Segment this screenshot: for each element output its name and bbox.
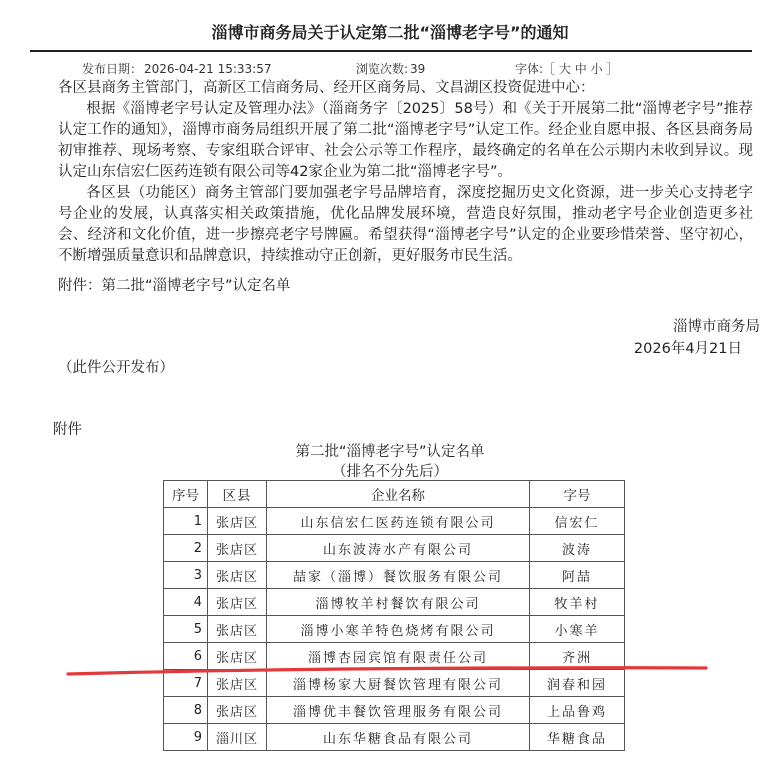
font-size-control: [515, 60, 618, 77]
row-district: 淄川区: [208, 724, 267, 751]
publish-date: [82, 60, 271, 77]
paragraph-2: 各区县（功能区）商务主管部门要加强老字号品牌培育，深度挖掘历史文化资源，进一步关心支持老字号企业的发展，认真落实相关政策措施，优化品牌发展环境，营造良好氛围，推动老字号企业创造更多社会、经济和文化价值，进一步擦亮老字号牌匾。希望获得“淄博老字号”认定的企业要珍惜荣誉、坚守初心，不断增强质量意识和品牌意识，持续推动守正创新，更好服务市民生活。: [58, 185, 753, 264]
font-size-label: 字体:［: [515, 62, 556, 76]
header-district: 区县: [208, 481, 267, 508]
table-row: [164, 616, 625, 643]
public-note: （此件公开发布）: [58, 360, 174, 376]
row-district: 张店区: [208, 535, 267, 562]
font-large-link[interactable]: 大: [558, 62, 571, 76]
row-district: 张店区: [208, 589, 267, 616]
table-row: [164, 670, 625, 697]
font-size-close: ］: [606, 62, 619, 76]
row-district: 张店区: [208, 562, 267, 589]
row-brand: 华糖食品: [530, 724, 625, 751]
row-company: 淄博小寒羊特色烧烤有限公司: [267, 616, 530, 643]
row-no: 8: [164, 697, 208, 724]
table-row: [164, 562, 625, 589]
roster-table: [163, 480, 625, 751]
publish-date-label: 发布日期：: [82, 62, 143, 76]
row-company: 淄博杏园宾馆有限责任公司: [267, 643, 530, 670]
salutation: 各区县商务主管部门，高新区工信商务局、经开区商务局、文昌湖区投资促进中心：: [58, 80, 595, 96]
row-brand: 牧羊村: [530, 589, 625, 616]
appendix-label: 附件: [53, 422, 82, 438]
paragraph-1: 根据《淄博老字号认定及管理办法》（淄商务字〔2025〕58号）和《关于开展第二批“淄博老字号”推荐认定工作的通知》，淄博市商务局组织开展了第二批“淄博老字号”认定工作。经企业自愿申报、各区县商务局初审推荐、现场考察、专家组联合评审、社会公示等工作程序，最终确定的名单在公示期内未收到异议。现认定山东信宏仁医药连锁有限公司等42家企业为第二批“淄博老字号”。: [58, 101, 753, 180]
table-row: [164, 589, 625, 616]
font-small-link[interactable]: 小: [590, 62, 603, 76]
roster-subtitle: （排名不分先后）: [332, 464, 448, 480]
attachment-line: 附件：第二批“淄博老字号”认定名单: [58, 278, 291, 294]
row-no: 4: [164, 589, 208, 616]
view-count: [356, 60, 425, 77]
row-no: 5: [164, 616, 208, 643]
row-brand: 润春和园: [530, 670, 625, 697]
view-count-label: 浏览次数:: [356, 62, 409, 76]
header-no: 序号: [164, 481, 208, 508]
row-brand: 信宏仁: [530, 508, 625, 535]
table-row: [164, 724, 625, 751]
row-district: 张店区: [208, 643, 267, 670]
row-district: 张店区: [208, 508, 267, 535]
title-divider: [30, 50, 752, 52]
table-row: [164, 643, 625, 670]
roster-header-row: [164, 481, 625, 508]
roster-title: 第二批“淄博老字号”认定名单: [295, 444, 485, 460]
table-row: [164, 697, 625, 724]
header-company: 企业名称: [267, 481, 530, 508]
row-district: 张店区: [208, 697, 267, 724]
row-no: 1: [164, 508, 208, 535]
row-company: 淄博牧羊村餐饮有限公司: [267, 589, 530, 616]
font-medium-link[interactable]: 中: [574, 62, 587, 76]
publish-date-value: 2026-04-21 15:33:57: [144, 62, 272, 76]
row-no: 2: [164, 535, 208, 562]
roster-body: [164, 508, 625, 751]
row-company: 山东波涛水产有限公司: [267, 535, 530, 562]
row-brand: 波涛: [530, 535, 625, 562]
table-row: [164, 508, 625, 535]
row-company: 山东信宏仁医药连锁有限公司: [267, 508, 530, 535]
row-brand: 齐洲: [530, 643, 625, 670]
row-district: 张店区: [208, 616, 267, 643]
signature-date: 2026年4月21日: [633, 341, 742, 357]
row-district: 张店区: [208, 670, 267, 697]
notice-body: [58, 78, 753, 267]
header-brand: 字号: [530, 481, 625, 508]
row-no: 9: [164, 724, 208, 751]
table-row: [164, 535, 625, 562]
row-brand: 上品鲁鸡: [530, 697, 625, 724]
row-no: 3: [164, 562, 208, 589]
row-company: 山东华糖食品有限公司: [267, 724, 530, 751]
signature-org: 淄博市商务局: [673, 319, 760, 335]
row-brand: 阿喆: [530, 562, 625, 589]
row-company: 淄博优丰餐饮管理服务有限公司: [267, 697, 530, 724]
row-company: 喆家（淄博）餐饮服务有限公司: [267, 562, 530, 589]
row-brand: 小寒羊: [530, 616, 625, 643]
notice-title: 淄博市商务局关于认定第二批“淄博老字号”的通知: [211, 23, 569, 42]
row-no: 6: [164, 643, 208, 670]
row-no: 7: [164, 670, 208, 697]
view-count-value: 39: [410, 62, 426, 76]
row-company: 淄博杨家大厨餐饮管理有限公司: [267, 670, 530, 697]
